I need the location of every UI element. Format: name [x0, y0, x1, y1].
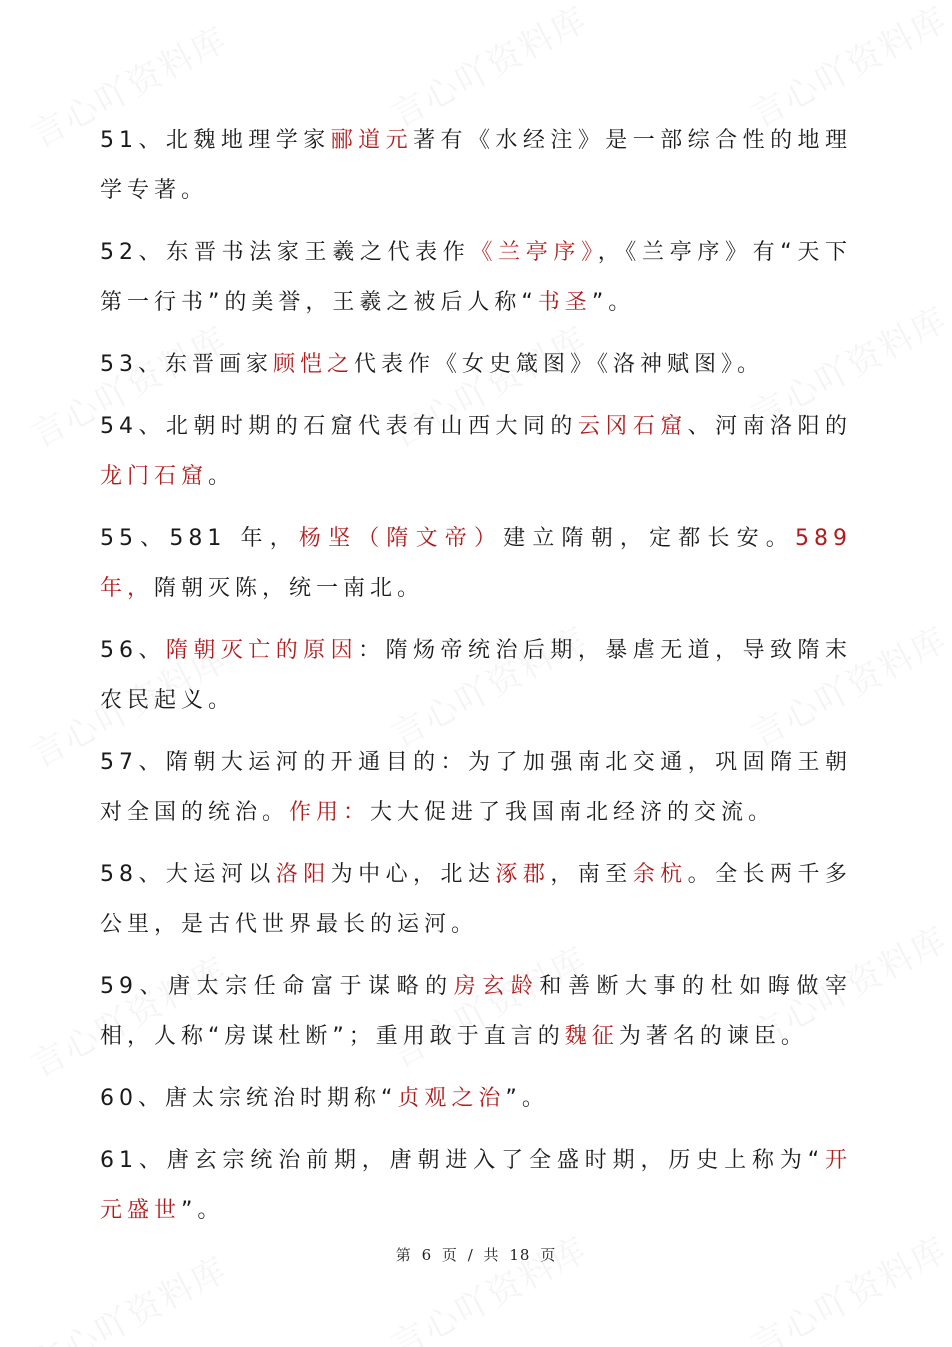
item-text: 建立隋朝，定都长安。 [503, 526, 795, 551]
list-item [100, 1136, 852, 1236]
item-text: ”。 [505, 1086, 549, 1111]
item-text: ”。 [181, 1198, 225, 1223]
item-text: ，南至 [550, 862, 633, 887]
item-text: 60、唐太宗统治时期称“ [100, 1086, 398, 1111]
page-suffix: 页 [441, 1246, 458, 1264]
list-item [100, 116, 852, 216]
item-text: 55、581 年， [100, 526, 299, 551]
highlighted-term: 杨坚（隋文帝） [298, 526, 504, 551]
list-item [100, 626, 852, 726]
highlighted-term: 洛阳 [275, 862, 331, 887]
highlighted-term: 涿郡 [495, 862, 551, 887]
highlighted-term: 隋朝灭亡的原因 [165, 638, 359, 663]
highlighted-term: 房玄龄 [453, 974, 540, 999]
item-text: 隋朝灭陈，统一南北。 [154, 576, 425, 601]
item-text: 56、 [100, 638, 166, 663]
item-text: 53、东晋画家 [100, 352, 273, 377]
item-text: 和善断大事的杜如晦做宰相，人称“房谋杜断”；重用敢于直言的 [100, 974, 852, 1049]
item-text: 大大促进了我国南北经济的交流。 [370, 800, 776, 825]
item-text: 58、大运河以 [100, 862, 276, 887]
list-item [100, 340, 852, 390]
highlighted-term: 贞观之治 [397, 1086, 506, 1111]
item-text: 代表作《女史箴图》《洛神赋图》。 [354, 352, 765, 377]
document-body [100, 116, 852, 1248]
total-pages-number: 18 [509, 1246, 531, 1264]
item-text: 著有《水经注》是一部综合性的地理学专著。 [100, 128, 852, 203]
highlighted-term: 云冈石窟 [577, 414, 688, 439]
item-text: 57、隋朝大运河的开通目的：为了加强南北交通，巩固隋王朝对全国的统治。 [100, 750, 852, 825]
page-prefix: 第 [395, 1246, 412, 1264]
highlighted-term: 《兰亭序》 [470, 240, 598, 265]
item-text: ，《兰亭序》有“天下第一行书”的美誉，王羲之被后人称“ [100, 240, 852, 315]
item-text: 、河南洛阳的 [687, 414, 852, 439]
list-item [100, 402, 852, 502]
list-item [100, 738, 852, 838]
highlighted-term: 开元盛世 [100, 1148, 852, 1223]
item-text: 51、北魏地理学家 [100, 128, 331, 153]
item-text: 52、东晋书法家王羲之代表作 [100, 240, 471, 265]
list-item [100, 850, 852, 950]
item-text: 59、唐太宗任命富于谋略的 [100, 974, 454, 999]
total-prefix: 共 [483, 1246, 500, 1264]
item-text: ”。 [591, 290, 636, 315]
item-text: 。 [208, 464, 236, 489]
item-text: 为著名的谏臣。 [618, 1024, 808, 1049]
item-text: ：隋炀帝统治后期，暴虐无道，导致隋末农民起义。 [100, 638, 852, 713]
highlighted-term: 余杭 [632, 862, 688, 887]
highlighted-term: 589 年， [100, 526, 852, 601]
item-text: 54、北朝时期的石窟代表有山西大同的 [100, 414, 578, 439]
highlighted-term: 作用： [289, 800, 371, 825]
highlighted-term: 郦道元 [330, 128, 414, 153]
total-suffix: 页 [540, 1246, 557, 1264]
list-item [100, 228, 852, 328]
highlighted-term: 顾恺之 [273, 352, 355, 377]
item-text: 。全长两千多公里，是古代世界最长的运河。 [100, 862, 852, 937]
current-page-number: 6 [421, 1246, 433, 1264]
highlighted-term: 魏征 [564, 1024, 619, 1049]
page-separator: / [467, 1246, 474, 1264]
list-item [100, 1074, 852, 1124]
highlighted-term: 书圣 [537, 290, 592, 315]
highlighted-term: 龙门石窟 [100, 464, 209, 489]
page-footer [0, 1244, 952, 1265]
list-item [100, 962, 852, 1062]
item-text: 为中心，北达 [330, 862, 496, 887]
item-text: 61、唐玄宗统治前期，唐朝进入了全盛时期，历史上称为“ [100, 1148, 825, 1173]
list-item [100, 514, 852, 614]
